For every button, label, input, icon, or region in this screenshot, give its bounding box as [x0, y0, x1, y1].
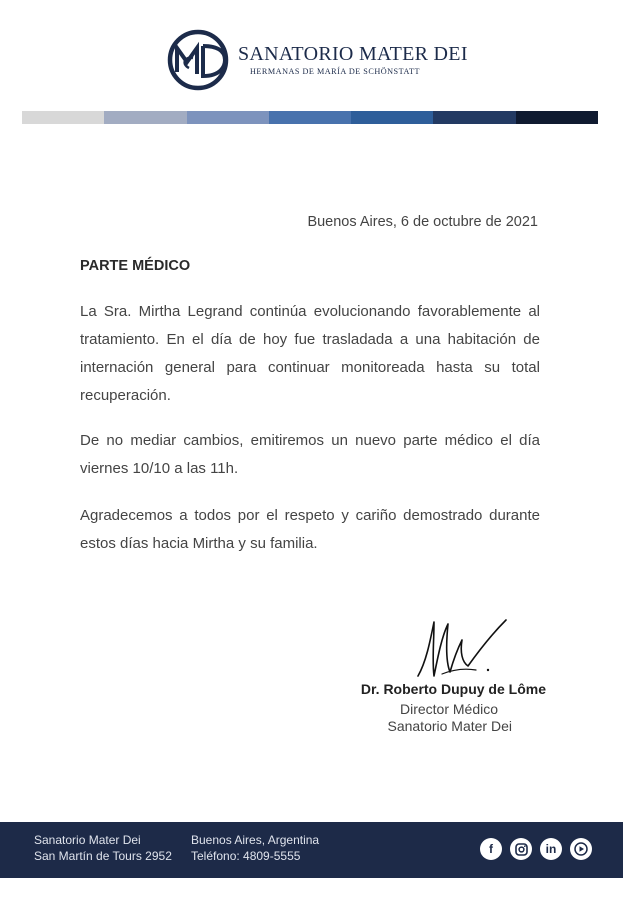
letter-heading: PARTE MÉDICO [80, 258, 191, 274]
body-paragraph: De no mediar cambios, emitiremos un nuevo parte médico el día viernes 10/10 a las 11h. [80, 432, 540, 477]
msd-monogram-logo-icon [163, 28, 233, 92]
facebook-icon[interactable] [480, 838, 502, 860]
stripe-segment [433, 111, 515, 124]
footer-org-name: Sanatorio Mater Dei [34, 833, 141, 847]
stripe-segment [187, 111, 269, 124]
instagram-icon[interactable] [510, 838, 532, 860]
body-paragraph: Agradecemos a todos por el respeto y cariño demostrado durante estos días hacia Mirtha y su familia. [80, 507, 540, 552]
instagram-glyph [515, 843, 528, 856]
social-links [480, 838, 592, 860]
stripe-segment [269, 111, 351, 124]
youtube-glyph [574, 842, 588, 856]
footer-street: San Martín de Tours 2952 [34, 849, 172, 863]
linkedin-letters: in [545, 842, 557, 856]
stripe-segment [351, 111, 433, 124]
brand-name: SANATORIO MATER DEI [238, 43, 468, 65]
signer-organization: Sanatorio Mater Dei [387, 718, 512, 734]
header-color-stripe [22, 111, 598, 124]
date-line: Buenos Aires, 6 de octubre de 2021 [307, 214, 538, 230]
letterhead [0, 28, 623, 98]
stripe-segment [516, 111, 598, 124]
brand-subtitle: HERMANAS DE MARÍA DE SCHÖNSTATT [250, 67, 420, 76]
youtube-icon[interactable] [570, 838, 592, 860]
signer-name: Dr. Roberto Dupuy de Lôme [360, 681, 546, 697]
footer-phone: Teléfono: 4809-5555 [191, 849, 301, 863]
handwritten-signature-icon [412, 612, 512, 682]
footer-city: Buenos Aires, Argentina [191, 833, 320, 847]
stripe-segment [104, 111, 186, 124]
footer-address [34, 832, 172, 864]
linkedin-icon[interactable] [540, 838, 562, 860]
footer-bar [0, 822, 623, 878]
signer-title: Director Médico [399, 701, 498, 717]
body-paragraph: La Sra. Mirtha Legrand continúa evolucionando favorablemente al tratamiento. En el día de hoy fue trasladada a una habitación de internación general para continuar monitoreada hasta su total recuperación. [80, 303, 540, 404]
stripe-segment [22, 111, 104, 124]
facebook-letter: f [489, 842, 493, 856]
footer-contact [191, 832, 319, 864]
